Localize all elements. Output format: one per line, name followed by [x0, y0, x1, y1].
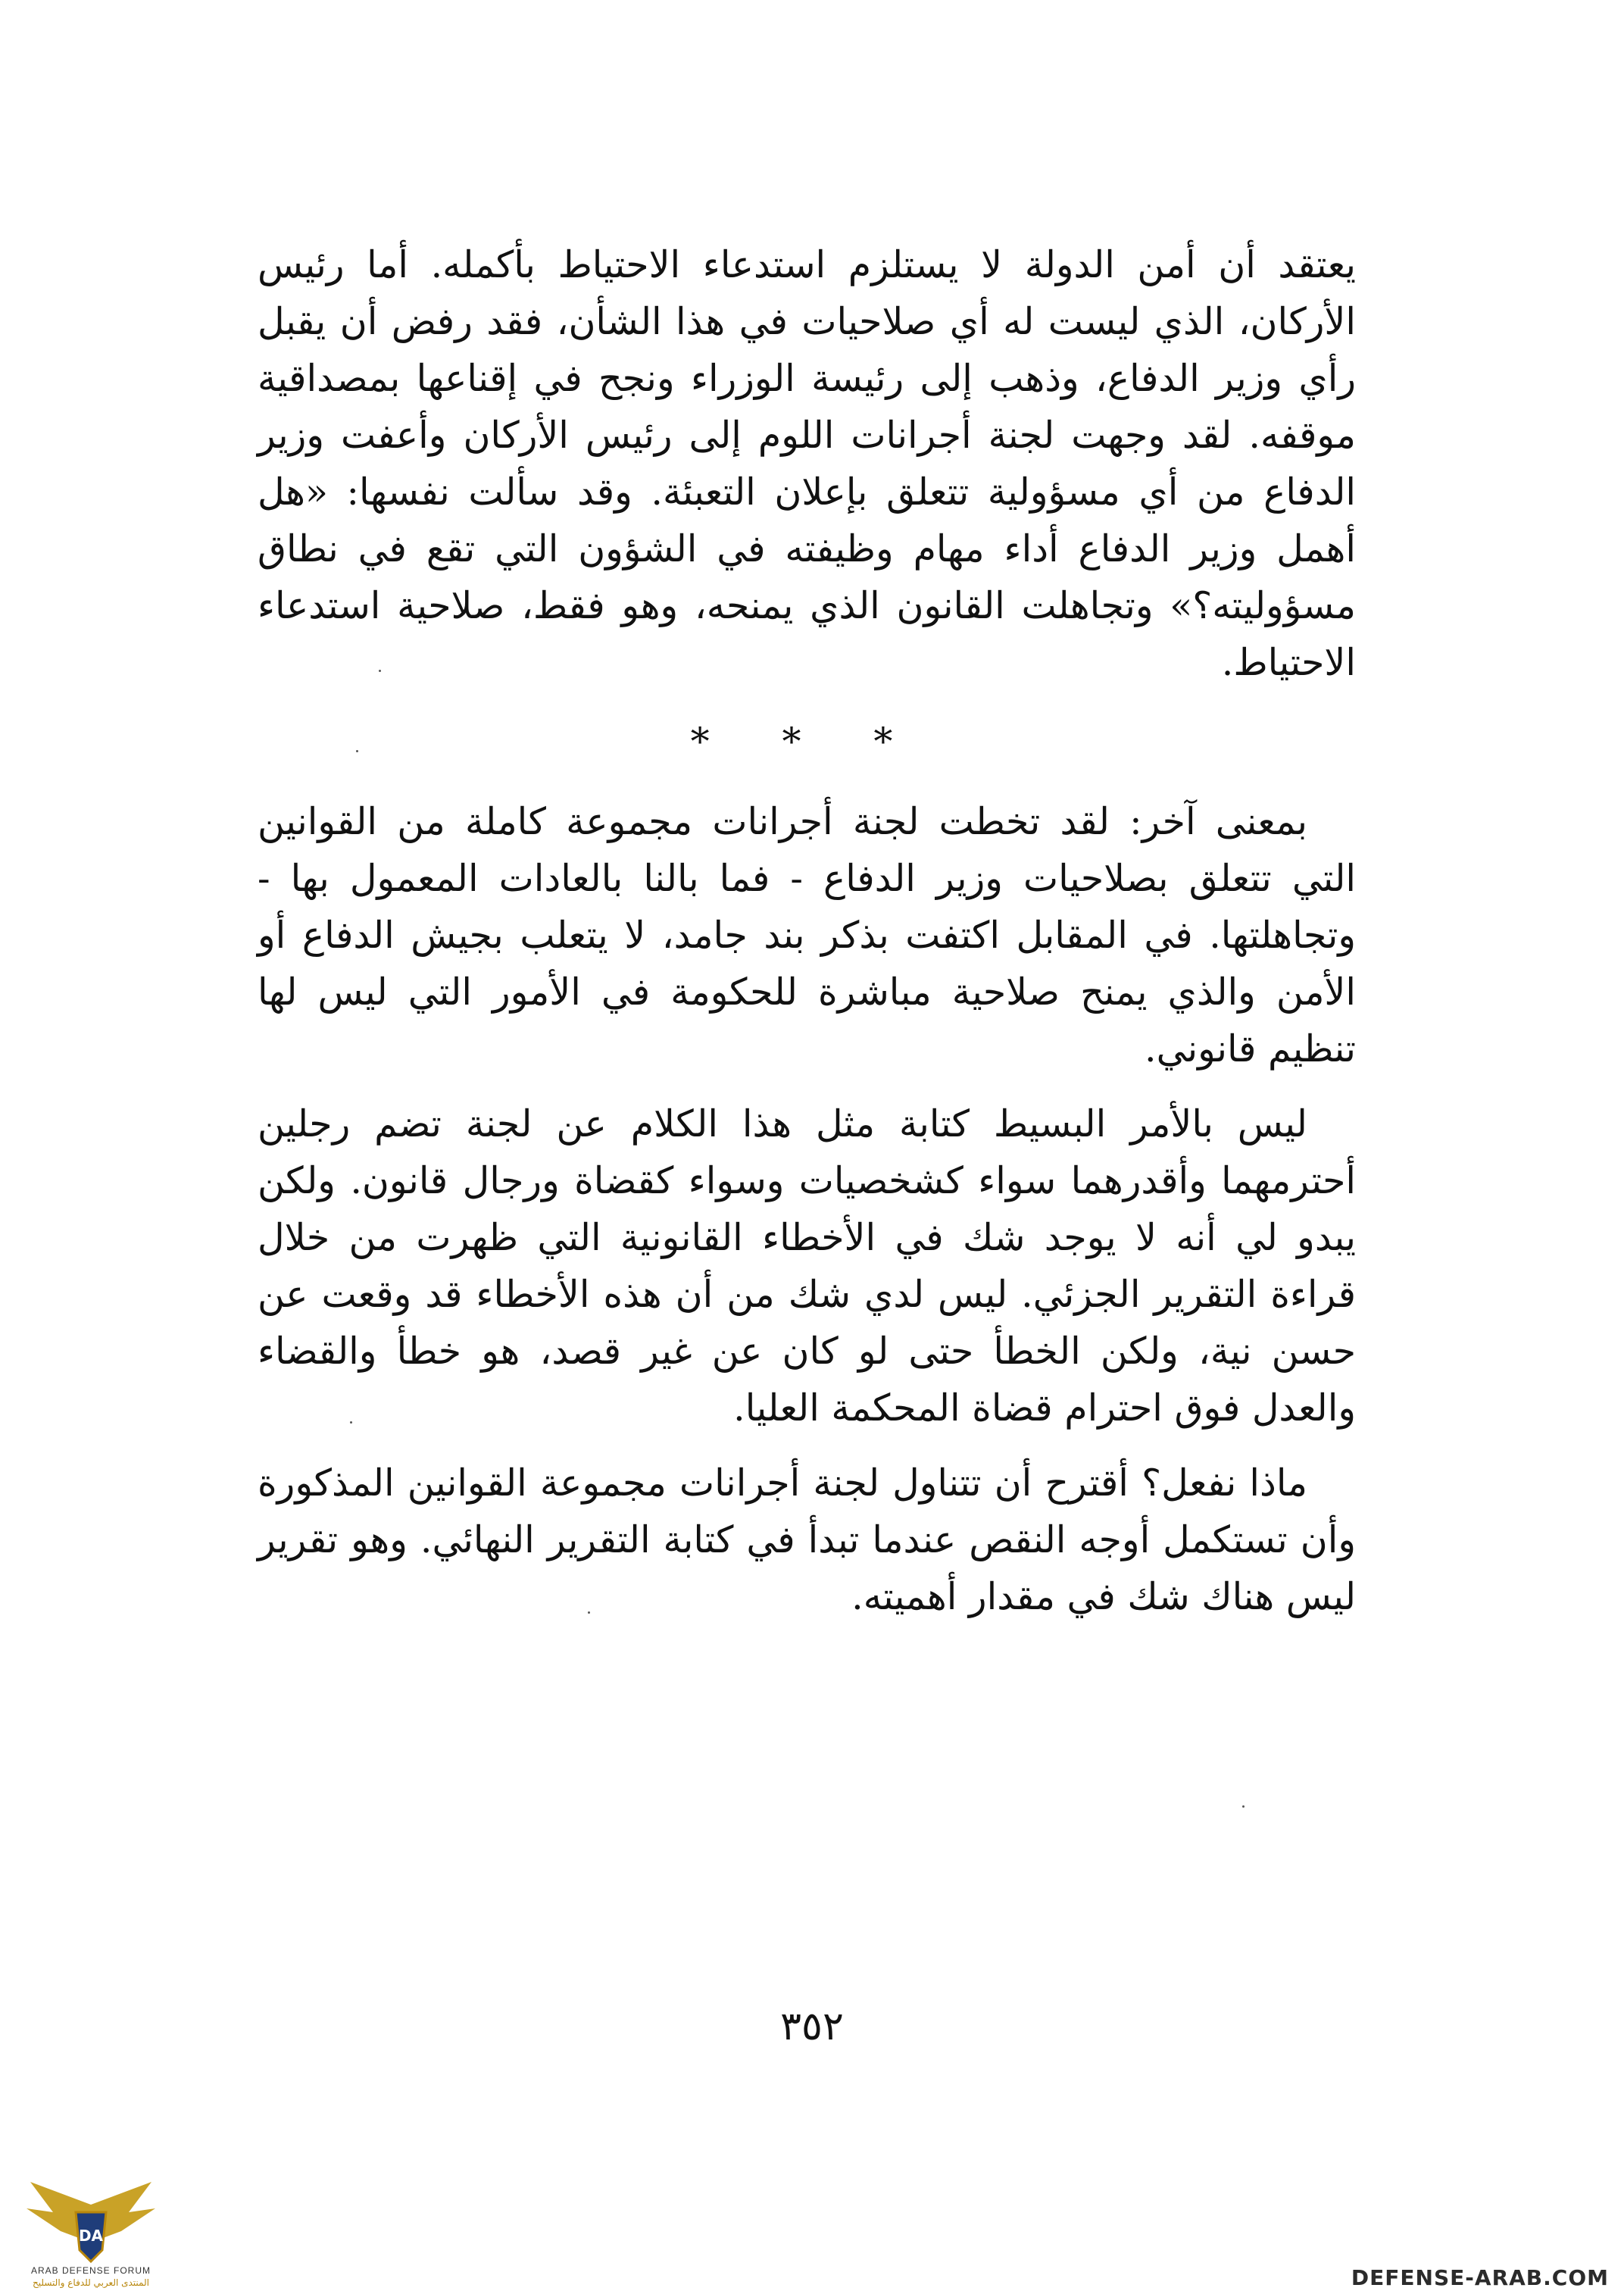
site-watermark: DEFENSE-ARAB.COM: [1351, 2265, 1609, 2290]
forum-name-ar: المنتدى العربي للدفاع والتسليح: [33, 2277, 149, 2288]
logo-initials: DA: [78, 2227, 104, 2245]
section-separator: * * *: [690, 720, 923, 764]
paragraph-1: يعتقد أن أمن الدولة لا يستلزم استدعاء الاحتياط بأكمله. أما رئيس الأركان، الذي ليست له أي صلاحيات في هذا الشأن، فقد رفض أن يقبل رأي وزير الدفاع، وذهب إلى رئيسة الوزراء ونجح في إقناعها بمصداقية موقفه. لقد وجهت لجنة أجرانات اللوم إلى رئيس الأركان وأعفت وزير الدفاع من أي مسؤولية تتعلق بإعلان التعبئة. وقد سألت نفسها: «هل أهمل وزير الدفاع أداء مهام وظيفته في الشؤون التي تقع في نطاق مسؤوليته؟» وتجاهلت القانون الذي يمنحه، وهو فقط، صلاحية استدعاء الاحتياط.: [258, 243, 1356, 684]
scan-speck: [1242, 1805, 1245, 1808]
page-body: [258, 236, 1356, 1625]
scan-speck: [350, 1421, 352, 1424]
paragraph-4: ماذا نفعل؟ أقترح أن تتناول لجنة أجرانات مجموعة القوانين المذكورة وأن تستكمل أوجه النقص عندما تبدأ في كتابة التقرير النهائي. وهو تقرير ليس هناك شك في مقدار أهميته.: [258, 1461, 1357, 1618]
scan-speck: [356, 750, 358, 752]
scan-speck: [379, 670, 381, 672]
scan-speck: [588, 1611, 590, 1614]
paragraph-2: بمعنى آخر: لقد تخطت لجنة أجرانات مجموعة كاملة من القوانين التي تتعلق بصلاحيات وزير الدفاع - فما بالنا بالعادات المعمول بها - وتجاهلتها. في المقابل اكتفت بذكر بند جامد، لا يتعلب بجيش الدفاع أو الأمن والذي يمنح صلاحية مباشرة للحكومة في الأمور التي ليس لها تنظيم قانوني.: [258, 800, 1356, 1070]
page-number: ٣٥٢: [780, 2004, 844, 2049]
paragraph-3: ليس بالأمر البسيط كتابة مثل هذا الكلام عن لجنة تضم رجلين أحترمهما وأقدرهما سواء كشخصيات وسواء كقضاة ورجال قانون. ولكن يبدو لي أنه لا يوجد شك في الأخطاء القانونية التي ظهرت من خلال قراءة التقرير الجزئي. ليس لدي شك من أن هذه الأخطاء قد وقعت عن حسن نية، ولكن الخطأ حتى لو كان عن غير قصد، هو خطأ والقضاء والعدل فوق احترام قضاة المحكمة العليا.: [258, 1102, 1356, 1430]
forum-name-en: ARAB DEFENSE FORUM: [30, 2265, 151, 2276]
